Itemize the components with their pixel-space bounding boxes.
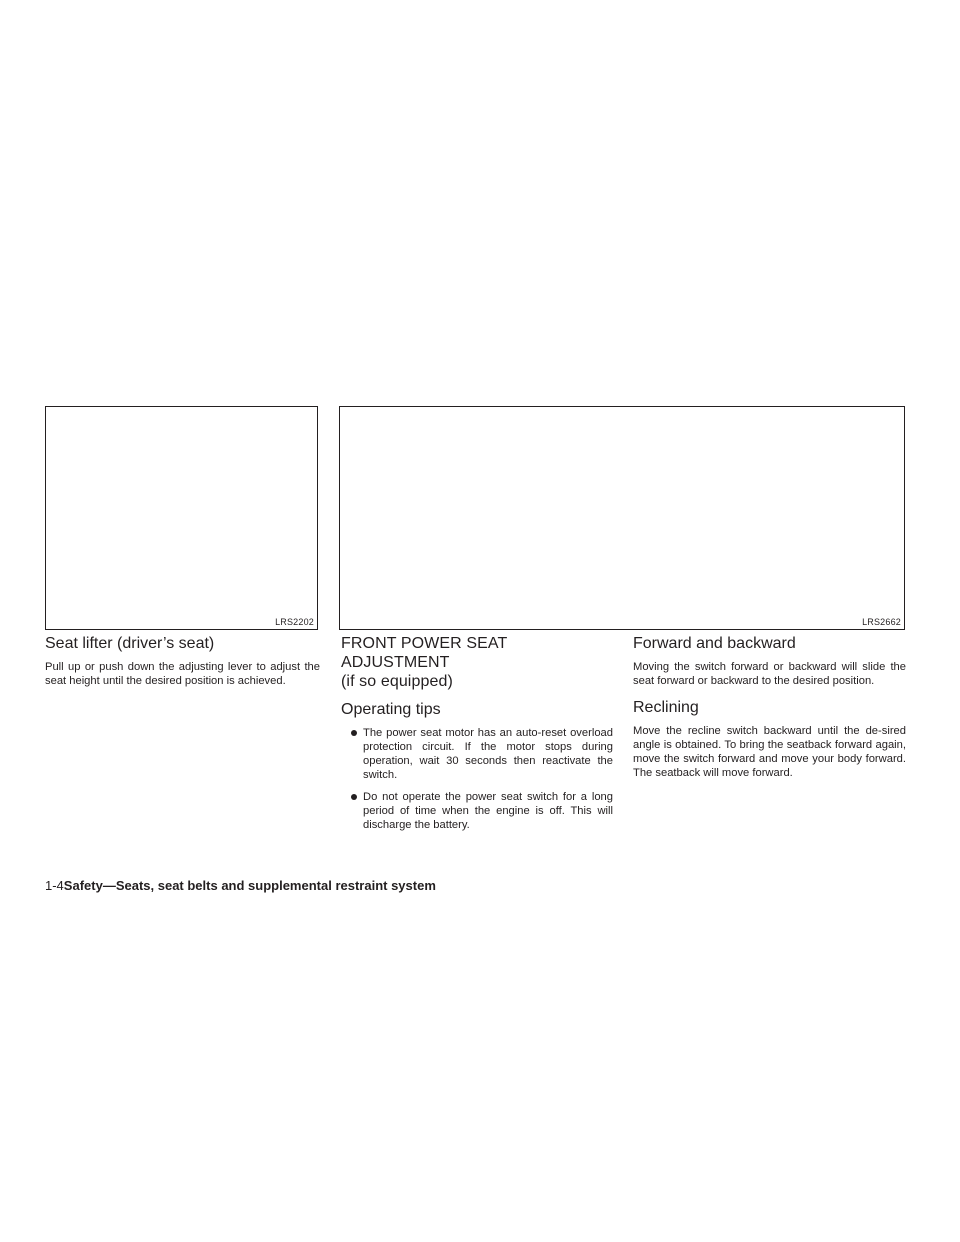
list-item <box>341 726 613 782</box>
seat-lifter-illustration <box>45 406 318 630</box>
figure-code: LRS2202 <box>275 617 314 627</box>
column-power-seat <box>341 634 613 840</box>
footer-section-title: Safety—Seats, seat belts and supplemental restraint system <box>63 878 436 893</box>
seat-lifter-body: Pull up or push down the adjusting lever to adjust the seat height until the desired position is achieved. <box>45 661 320 687</box>
power-seat-heading-line1: FRONT POWER SEAT ADJUSTMENT <box>341 635 508 671</box>
bullet-icon <box>351 794 357 800</box>
seat-lifter-heading: Seat lifter (driver’s seat) <box>45 635 215 652</box>
figure-code: LRS2662 <box>862 617 901 627</box>
column-adjustments <box>633 634 906 790</box>
forward-backward-heading: Forward and backward <box>633 635 796 652</box>
list-item-text: Do not operate the power seat switch for a long period of time when the engine is off. This will discharge the battery. <box>363 791 613 831</box>
page-number: 1-4 <box>45 878 64 893</box>
power-seat-heading-line2: (if so equipped) <box>341 673 453 690</box>
column-seat-lifter <box>45 634 320 698</box>
list-item <box>341 790 613 832</box>
reclining-heading: Reclining <box>633 699 699 716</box>
power-seat-heading <box>341 634 613 691</box>
bullet-icon <box>351 730 357 736</box>
forward-backward-body: Moving the switch forward or backward will slide the seat forward or backward to the desired position. <box>633 661 906 687</box>
page-footer <box>45 878 436 894</box>
operating-tips-heading: Operating tips <box>341 701 441 718</box>
operating-tips-list <box>341 726 613 832</box>
list-item-text: The power seat motor has an auto-reset overload protection circuit. If the motor stops during operation, wait 30 seconds then reactivate the switch. <box>363 727 613 781</box>
power-seat-illustration <box>339 406 905 630</box>
reclining-body: Move the recline switch backward until the de-sired angle is obtained. To bring the seatback forward again, move the switch forward and move your body forward. The seatback will move forward. <box>633 725 906 779</box>
